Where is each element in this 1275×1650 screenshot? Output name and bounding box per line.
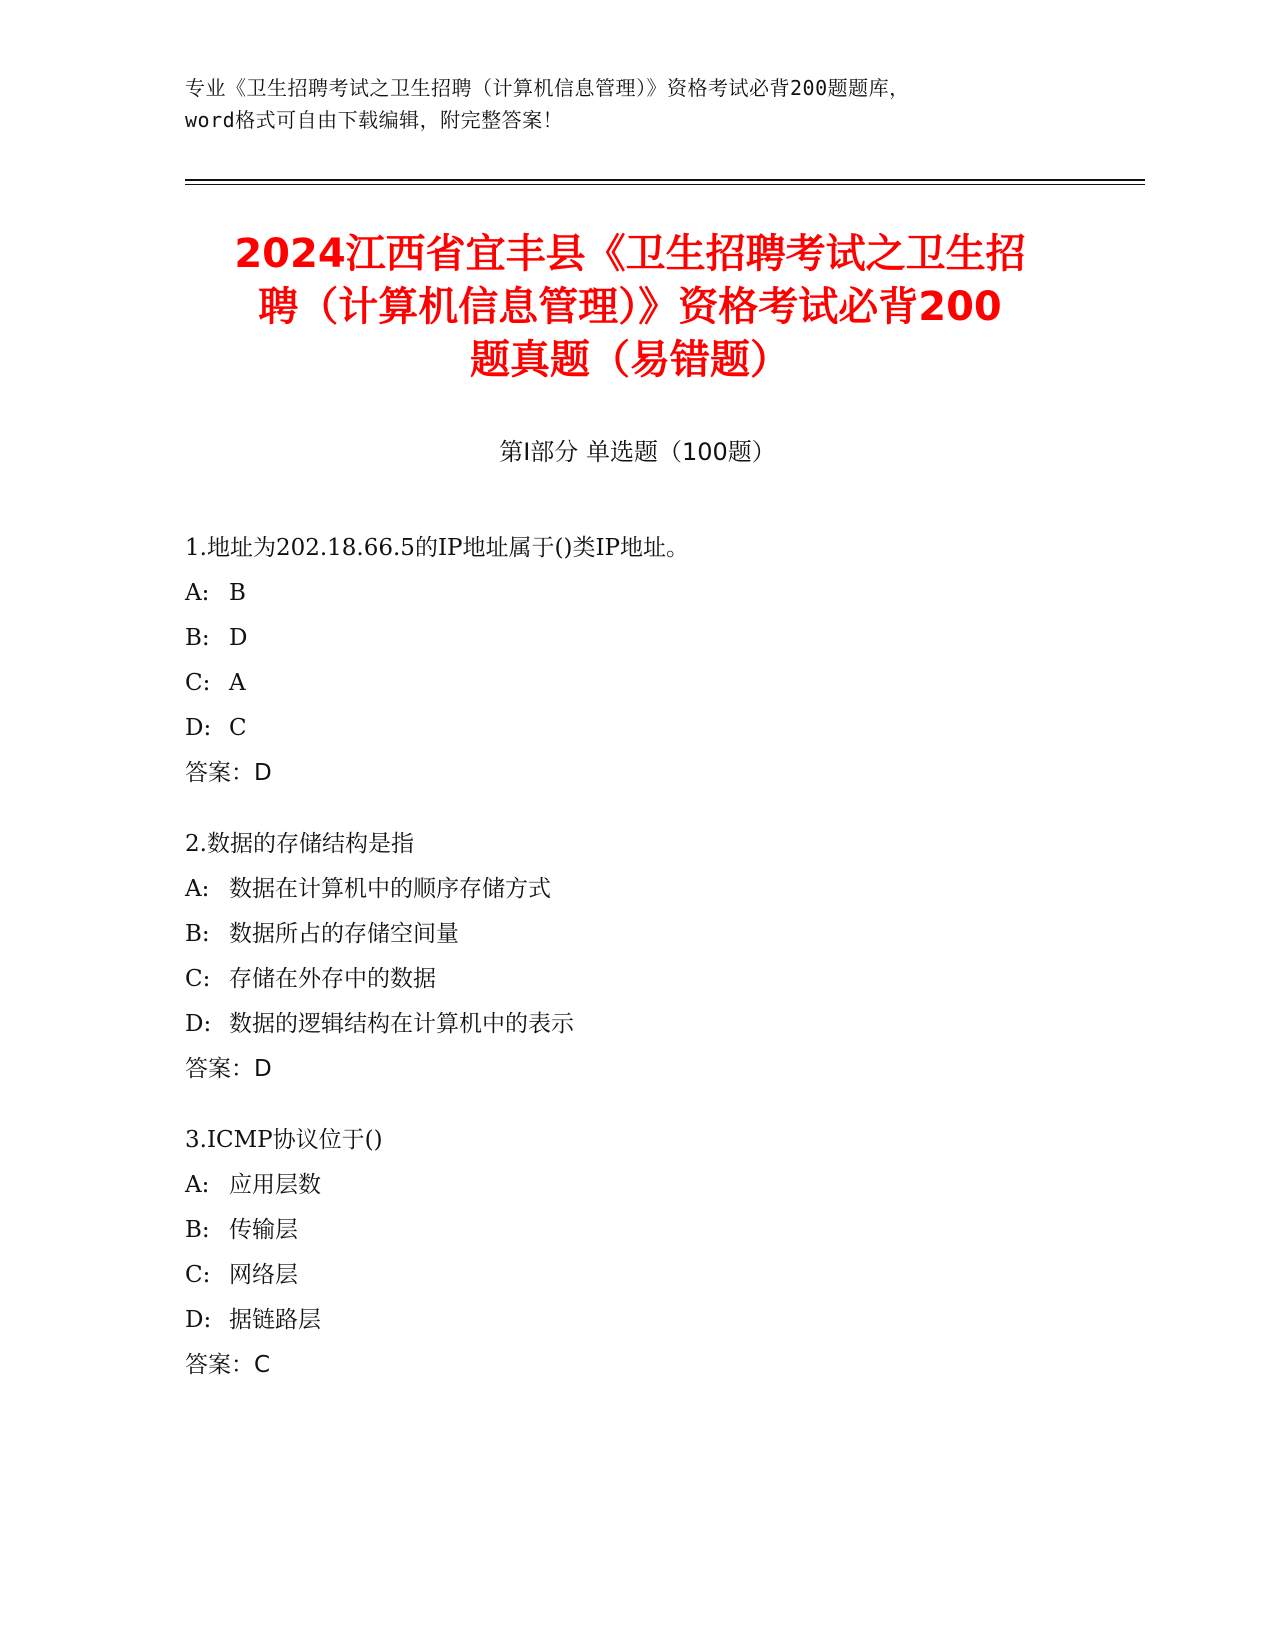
option-text: 据链路层 xyxy=(229,1307,321,1333)
option-key: C: xyxy=(185,966,211,992)
option-text: 数据所占的存储空间量 xyxy=(229,921,459,947)
option-key: B: xyxy=(185,1217,210,1243)
document-title-line-1: 2024江西省宜丰县《卫生招聘考试之卫生招 xyxy=(234,231,1026,277)
question-item xyxy=(185,526,1085,796)
question-answer: 答案：C xyxy=(185,1352,271,1378)
question-option-d xyxy=(185,706,1085,751)
question-stem: 1.地址为202.18.66.5的IP地址属于()类IP地址。 xyxy=(185,535,690,561)
question-item xyxy=(185,822,1085,1092)
option-key: A: xyxy=(185,580,210,606)
option-text: 数据的逻辑结构在计算机中的表示 xyxy=(229,1011,574,1037)
question-option-b xyxy=(185,912,1085,957)
option-key: D: xyxy=(185,1011,212,1037)
question-option-d xyxy=(185,1002,1085,1047)
option-text: A xyxy=(229,670,246,696)
header-divider-thick xyxy=(185,179,1145,181)
section-heading: 第I部分 单选题（100题） xyxy=(499,438,776,466)
option-key: A: xyxy=(185,1172,210,1198)
header-note-line-2: word格式可自由下载编辑，附完整答案！ xyxy=(185,108,564,132)
document-title-line-2: 聘（计算机信息管理）》资格考试必背200 xyxy=(258,284,1002,330)
option-text: 应用层数 xyxy=(229,1172,321,1198)
question-option-a xyxy=(185,867,1085,912)
question-stem: 3.ICMP协议位于() xyxy=(185,1127,383,1153)
question-answer: 答案：D xyxy=(185,1056,272,1082)
question-option-a xyxy=(185,1163,1085,1208)
option-text: 网络层 xyxy=(229,1262,298,1288)
option-text: C xyxy=(229,715,247,741)
question-list xyxy=(185,526,1085,1414)
option-key: D: xyxy=(185,1307,212,1333)
option-text: 数据在计算机中的顺序存储方式 xyxy=(229,876,551,902)
option-key: C: xyxy=(185,670,211,696)
question-option-a xyxy=(185,571,1085,616)
option-text: B xyxy=(229,580,246,606)
question-stem: 2.数据的存储结构是指 xyxy=(185,831,414,857)
question-answer: 答案：D xyxy=(185,760,272,786)
option-text: 存储在外存中的数据 xyxy=(229,966,436,992)
option-key: D: xyxy=(185,715,212,741)
option-key: B: xyxy=(185,921,210,947)
option-key: C: xyxy=(185,1262,211,1288)
question-option-c xyxy=(185,661,1085,706)
document-title-line-3: 题真题（易错题） xyxy=(470,337,790,383)
header-note-line-1: 专业《卫生招聘考试之卫生招聘（计算机信息管理）》资格考试必背200题题库， xyxy=(185,76,910,100)
document-title xyxy=(180,228,1080,387)
question-option-b xyxy=(185,1208,1085,1253)
question-option-d xyxy=(185,1298,1085,1343)
question-option-c xyxy=(185,957,1085,1002)
header-note xyxy=(185,72,1105,136)
question-option-c xyxy=(185,1253,1085,1298)
option-text: D xyxy=(229,625,248,651)
header-divider-thin xyxy=(185,184,1145,185)
question-item xyxy=(185,1118,1085,1388)
option-key: B: xyxy=(185,625,210,651)
option-key: A: xyxy=(185,876,210,902)
option-text: 传输层 xyxy=(229,1217,298,1243)
question-option-b xyxy=(185,616,1085,661)
